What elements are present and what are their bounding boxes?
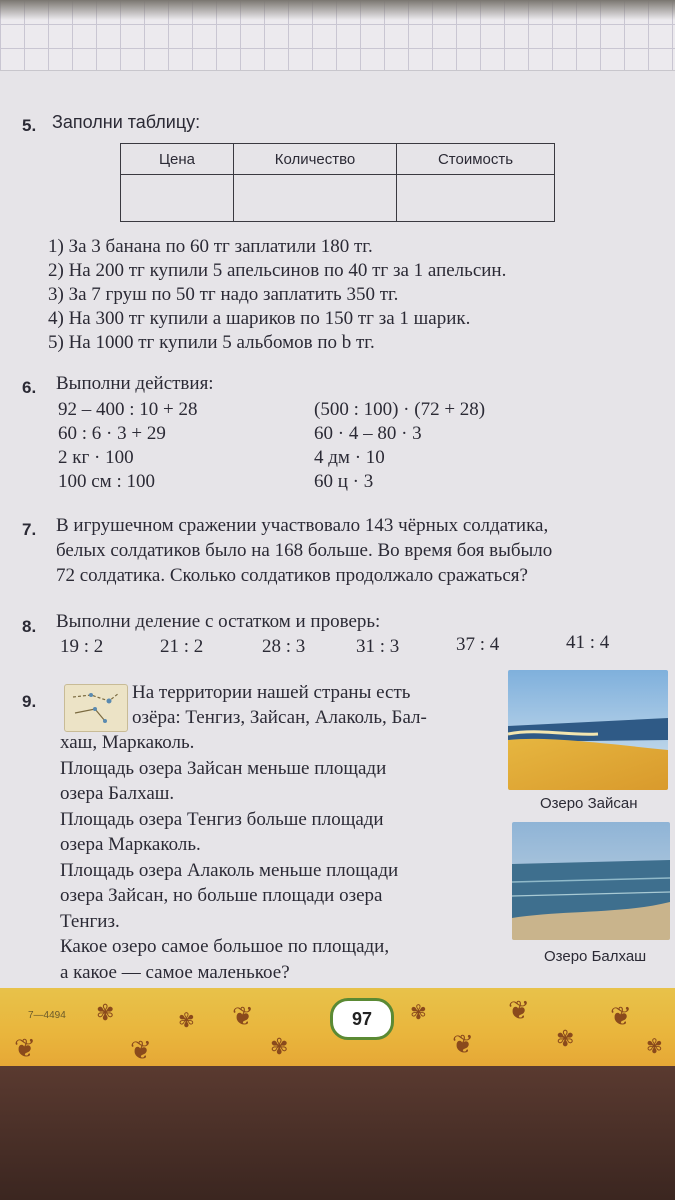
text-line: белых солдатиков было на 168 больше. Во время боя выбыло [56, 540, 553, 561]
text-line: озера Зайсан, но больше площади озера [60, 885, 383, 906]
task-8-number: 8. [22, 617, 37, 636]
expression: 60 : 6 · 3 + 29 [58, 423, 166, 444]
task-6-title: Выполни действия: [56, 373, 214, 394]
leaf-icon: ❦ [452, 1030, 474, 1059]
leaf-icon: ❦ [232, 1002, 254, 1031]
text-line: озера Маркаколь. [60, 834, 201, 855]
list-item: 3) За 7 груш по 50 тг надо заплатить 350 тг. [48, 284, 399, 305]
expression: 92 – 400 : 10 + 28 [58, 399, 198, 420]
text-line: В игрушечном сражении участвовало 143 чёрных солдатика, [56, 515, 549, 536]
text-line: озера Балхаш. [60, 783, 175, 804]
expression: 4 дм · 10 [314, 447, 385, 468]
lake-zaysan-caption: Озеро Зайсан [540, 795, 638, 812]
leaf-icon: ❦ [130, 1036, 152, 1065]
table-header-cost: Стоимость [397, 144, 555, 175]
text-line: а какое — самое маленькое? [60, 961, 290, 983]
leaf-icon: ✾ [270, 1034, 289, 1059]
table-header-quantity: Количество [234, 144, 397, 175]
division-item: 31 : 3 [356, 636, 400, 657]
leaf-icon: ❦ [508, 996, 530, 1025]
task-7-number: 7. [22, 520, 37, 539]
map-icon [64, 684, 128, 732]
text-line: На территории нашей страны есть [132, 682, 411, 703]
expression: (500 : 100) · (72 + 28) [314, 399, 486, 420]
table-cell [397, 175, 555, 222]
leaf-icon: ✾ [96, 1000, 115, 1025]
leaf-icon: ❦ [610, 1002, 632, 1031]
text-line: озёра: Тенгиз, Зайсан, Алаколь, Бал- [132, 707, 427, 728]
price-table [120, 143, 555, 222]
division-item: 21 : 2 [160, 636, 204, 657]
list-item: 2) На 200 тг купили 5 апельсинов по 40 тг за 1 апельсин. [48, 260, 507, 281]
task-6-right-column [314, 398, 485, 494]
lake-zaysan-photo [508, 670, 668, 790]
print-code: 7—4494 [28, 1010, 66, 1021]
text-line: хаш, Маркаколь. [60, 732, 195, 753]
text-line: Площадь озера Алаколь меньше площади [60, 859, 399, 881]
list-item: 1) За 3 банана по 60 тг заплатили 180 тг. [48, 236, 373, 257]
lake-balkhash-photo [512, 822, 670, 940]
task-6-left-column [58, 398, 198, 494]
task-6-number: 6. [22, 378, 37, 397]
lake-balkhash-caption: Озеро Балхаш [544, 948, 647, 965]
task-9-text [60, 730, 398, 985]
text-line: Тенгиз. [60, 910, 120, 932]
text-line: Площадь озера Тенгиз больше площади [60, 808, 384, 830]
page-number: 97 [330, 998, 394, 1040]
text-line: Площадь озера Зайсан меньше площади [60, 757, 387, 779]
leaf-icon: ✾ [556, 1026, 575, 1051]
list-item: 5) На 1000 тг купили 5 альбомов по b тг. [48, 332, 375, 353]
table-cell [121, 175, 234, 222]
leaf-icon: ✾ [410, 1002, 427, 1024]
task-5-title: Заполни таблицу: [52, 112, 201, 132]
expression: 60 ц · 3 [314, 471, 374, 492]
table-cell [234, 175, 397, 222]
division-item: 28 : 3 [262, 636, 306, 657]
text-line: Какое озеро самое большое по площади, [60, 936, 390, 957]
leaf-icon: ✾ [178, 1010, 195, 1032]
table-header-price: Цена [121, 144, 234, 175]
expression: 2 кг · 100 [58, 447, 134, 468]
task-9-number: 9. [22, 692, 37, 711]
text-line: 72 солдатика. Сколько солдатиков продолжало сражаться? [56, 565, 528, 586]
division-item: 41 : 4 [566, 632, 610, 653]
task-5-number: 5. [22, 116, 37, 135]
list-item: 4) На 300 тг купили a шариков по 150 тг за 1 шарик. [48, 308, 471, 329]
task-7-text [56, 513, 552, 588]
leaf-icon: ❦ [14, 1034, 36, 1063]
background-surface [0, 1066, 675, 1200]
top-shadow [0, 0, 675, 20]
division-item: 19 : 2 [60, 636, 104, 657]
expression: 100 см : 100 [58, 471, 155, 492]
expression: 60 · 4 – 80 · 3 [314, 423, 422, 444]
leaf-icon: ✾ [646, 1036, 663, 1058]
task-9-intro [132, 680, 427, 730]
division-item: 37 : 4 [456, 634, 500, 655]
task-8-title: Выполни деление с остатком и проверь: [56, 611, 381, 632]
